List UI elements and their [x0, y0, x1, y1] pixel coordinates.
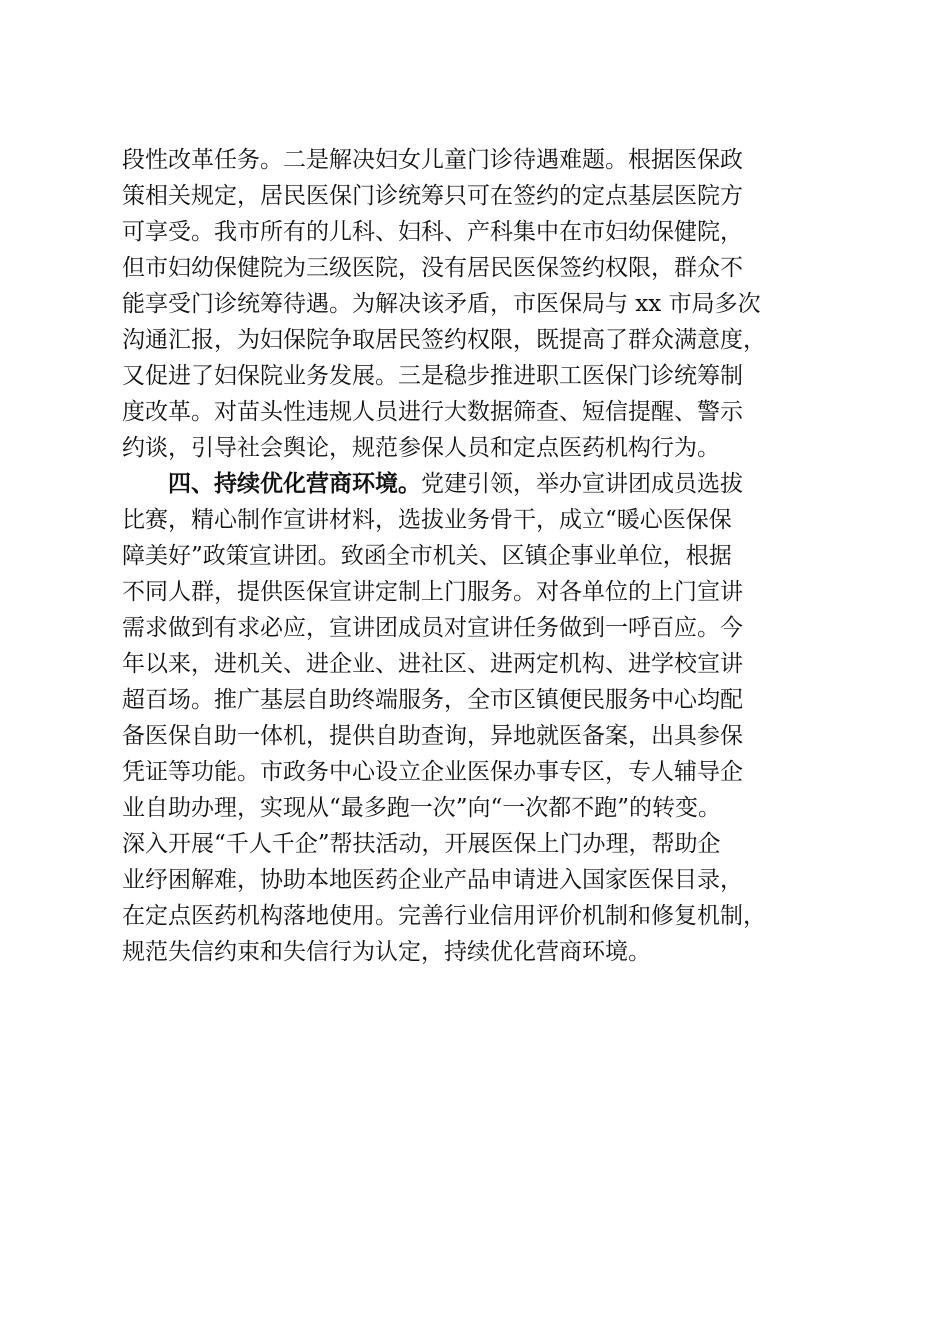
section-4-first-line — [168, 469, 743, 499]
paragraph-line: 能享受门诊统筹待遇。为解决该矛盾，市医保局与 xx 市局多次 — [122, 291, 761, 317]
paragraph-line: 又促进了妇保院业务发展。三是稳步推进职工医保门诊统筹制 — [122, 363, 743, 389]
section-heading: 四、持续优化营商环境。 — [168, 471, 421, 497]
paragraph-line: 规范失信约束和失信行为认定，持续优化营商环境。 — [122, 939, 651, 965]
paragraph-line: 但市妇幼保健院为三级医院，没有居民医保签约权限，群众不 — [122, 255, 743, 281]
section-4-intro-text: 党建引领，举办宣讲团成员选拔 — [421, 471, 743, 497]
paragraph-line: 年以来，进机关、进企业、进社区、进两定机构、进学校宣讲 — [122, 651, 743, 677]
paragraph-line: 沟通汇报，为妇保院争取居民签约权限，既提高了群众满意度， — [122, 327, 766, 353]
paragraph-line: 不同人群，提供医保宣讲定制上门服务。对各单位的上门宣讲 — [122, 579, 743, 605]
paragraph-line: 约谈，引导社会舆论，规范参保人员和定点医药机构行为。 — [122, 435, 720, 461]
paragraph-line: 超百场。推广基层自助终端服务，全市区镇便民服务中心均配 — [122, 687, 743, 713]
paragraph-line: 策相关规定，居民医保门诊统筹只可在签约的定点基层医院方 — [122, 183, 743, 209]
paragraph-line: 业纾困解难，协助本地医药企业产品申请进入国家医保目录， — [122, 867, 743, 893]
paragraph-line: 需求做到有求必应，宣讲团成员对宣讲任务做到一呼百应。今 — [122, 615, 743, 641]
paragraph-line: 凭证等功能。市政务中心设立企业医保办事专区，专人辅导企 — [122, 759, 743, 785]
paragraph-line: 段性改革任务。二是解决妇女儿童门诊待遇难题。根据医保政 — [122, 147, 743, 173]
paragraph-line: 业自助办理，实现从“最多跑一次”向“一次都不跑”的转变。 — [122, 795, 722, 821]
paragraph-line: 在定点医药机构落地使用。完善行业信用评价机制和修复机制， — [122, 903, 766, 929]
paragraph-line: 深入开展“千人千企”帮扶活动，开展医保上门办理，帮助企 — [122, 831, 721, 857]
paragraph-line: 比赛，精心制作宣讲材料，选拔业务骨干，成立“暖心医保保 — [122, 507, 732, 533]
paragraph-line: 度改革。对苗头性违规人员进行大数据筛查、短信提醒、警示 — [122, 399, 743, 425]
paragraph-line: 备医保自助一体机，提供自助查询，异地就医备案，出具参保 — [122, 723, 743, 749]
paragraph-line: 可享受。我市所有的儿科、妇科、产科集中在市妇幼保健院， — [122, 219, 743, 245]
paragraph-line: 障美好”政策宣讲团。致函全市机关、区镇企事业单位，根据 — [122, 543, 732, 569]
